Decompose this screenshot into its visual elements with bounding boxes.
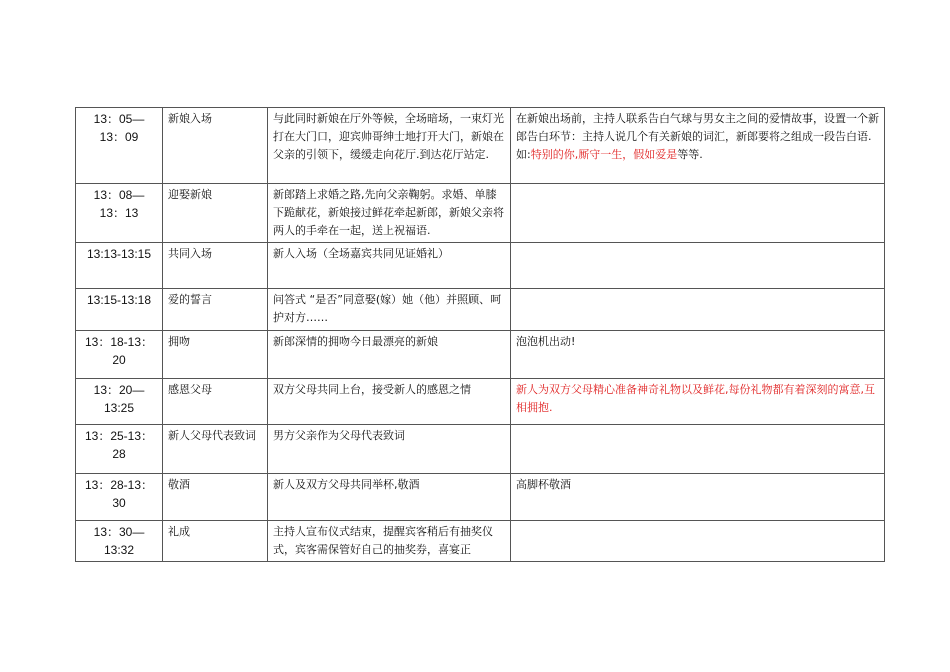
description-text: 主持人宣布仪式结束，提醒宾客稍后有抽奖仪式，宾客需保管好自己的抽奖券，喜宴正 <box>273 525 493 556</box>
time-cell: 13：30—13:32 <box>76 521 163 562</box>
time-cell: 13：05—13：09 <box>76 108 163 184</box>
note-cell <box>511 425 885 474</box>
description-cell: 新人及双方父母共同举杯,敬酒 <box>268 474 511 521</box>
item-cell: 迎娶新娘 <box>163 184 268 243</box>
description-cell: 新人入场（全场嘉宾共同见证婚礼） <box>268 243 511 289</box>
description-cell <box>268 521 511 562</box>
item-cell: 新娘入场 <box>163 108 268 184</box>
note-cell <box>511 184 885 243</box>
table-row <box>76 474 885 521</box>
note-cell: 新人为双方父母精心准备神奇礼物以及鲜花,每份礼物都有着深刻的寓意,互相拥抱. <box>511 379 885 425</box>
time-cell: 13：18-13：20 <box>76 331 163 379</box>
wedding-schedule-table <box>75 107 885 562</box>
time-cell: 13:15-13:18 <box>76 289 163 331</box>
table-row <box>76 289 885 331</box>
note-cell <box>511 108 885 184</box>
item-cell: 敬酒 <box>163 474 268 521</box>
table-row <box>76 379 885 425</box>
item-cell: 新人父母代表致词 <box>163 425 268 474</box>
note-highlight: 特别的你,厮守一生，假如爱是 <box>530 148 678 161</box>
note-cell: 高脚杯敬酒 <box>511 474 885 521</box>
table-row <box>76 184 885 243</box>
table-row <box>76 108 885 184</box>
table-row <box>76 425 885 474</box>
table-row <box>76 521 885 562</box>
note-cell: 泡泡机出动! <box>511 331 885 379</box>
note-cell <box>511 243 885 289</box>
item-cell: 礼成 <box>163 521 268 562</box>
time-cell: 13：28-13：30 <box>76 474 163 521</box>
time-cell: 13：20—13:25 <box>76 379 163 425</box>
item-cell: 感恩父母 <box>163 379 268 425</box>
item-cell: 共同入场 <box>163 243 268 289</box>
description-cell: 男方父亲作为父母代表致词 <box>268 425 511 474</box>
note-text-end: 等等. <box>677 148 703 161</box>
time-cell: 13：08—13：13 <box>76 184 163 243</box>
item-cell: 爱的誓言 <box>163 289 268 331</box>
table-row <box>76 243 885 289</box>
item-cell: 拥吻 <box>163 331 268 379</box>
note-cell <box>511 521 885 562</box>
table-row <box>76 331 885 379</box>
description-cell: 与此同时新娘在厅外等候，全场暗场，一束灯光打在大门口，迎宾帅哥绅士地打开大门，新娘在父亲的引领下，缓缓走向花厅.到达花厅站定. <box>268 108 511 184</box>
description-cell: 新郎深情的拥吻今日最漂亮的新娘 <box>268 331 511 379</box>
time-cell: 13：25-13：28 <box>76 425 163 474</box>
description-cell: 问答式 “是否”同意娶(嫁）她（他）并照顾、呵护对方…… <box>268 289 511 331</box>
description-cell: 双方父母共同上台，接受新人的感恩之情 <box>268 379 511 425</box>
description-cell: 新郎踏上求婚之路,先向父亲鞠躬。求婚、单膝下跪献花，新娘接过鲜花牵起新郎，新娘父亲将两人的手牵在一起，送上祝福语. <box>268 184 511 243</box>
time-cell: 13:13-13:15 <box>76 243 163 289</box>
note-text: 在新娘出场前，主持人联系告白气球与男女主之间的爱情故事，设置一个新郎告白环节：主持人说几个有关新娘的词汇，新郎要将之组成一段告白语.如: <box>516 112 879 161</box>
note-cell <box>511 289 885 331</box>
